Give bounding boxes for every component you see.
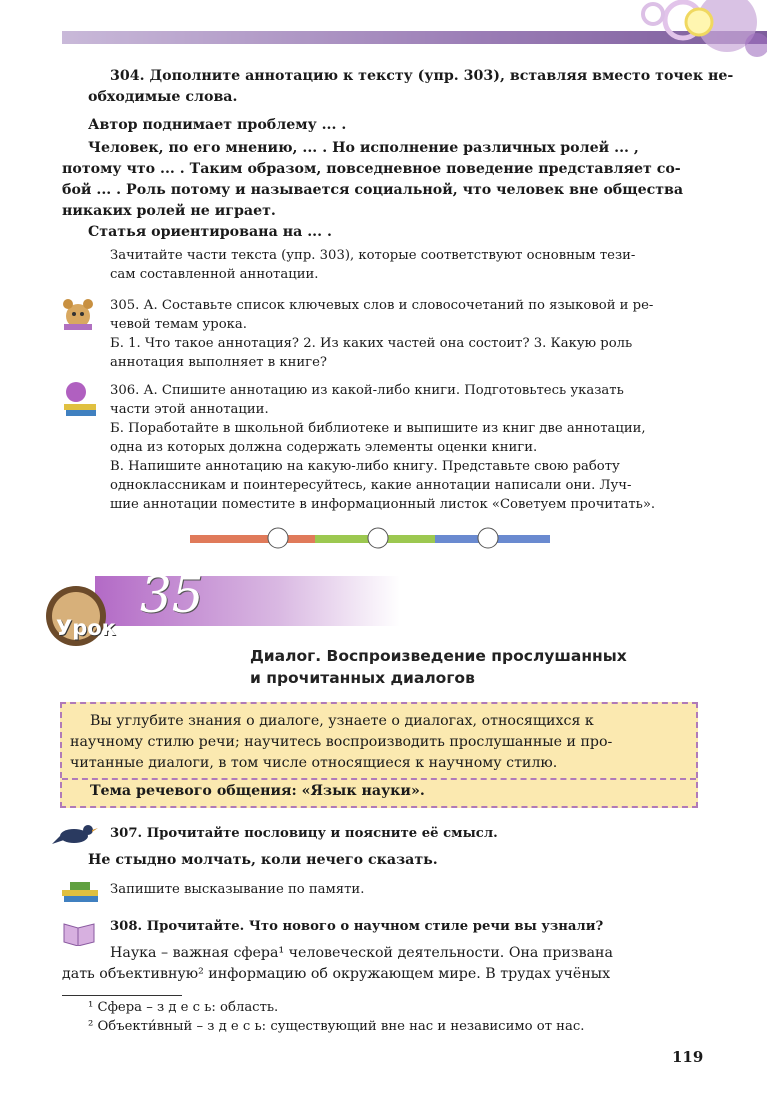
ex308-text-1: Наука – важная сфера¹ человеческой деятельности. Она призвана <box>110 945 613 961</box>
ex304-annotation-5: никаких ролей не играет. <box>62 203 276 219</box>
decorative-circles <box>587 0 767 60</box>
ex304-task-1: Зачитайте части текста (упр. 303), которые соответствуют основным тези- <box>110 248 636 263</box>
ex306-line7: шие аннотации поместите в информационный листок «Советуем прочитать». <box>110 497 656 512</box>
teddy-bear-icon <box>58 294 98 334</box>
ex304-annotation-6: Статья ориентирована на ... . <box>88 224 332 240</box>
ex306-line3: Б. Поработайте в школьной библиотеке и выпишите из книг две аннотации, <box>110 421 646 436</box>
ex304-line1: 304. Дополните аннотацию к тексту (упр. 303), вставляя вместо точек не- <box>110 68 734 84</box>
books-yarn-icon <box>60 378 100 418</box>
ex305-line1: 305. А. Составьте список ключевых слов и словосочетаний по языковой и ре- <box>110 298 654 313</box>
ex304-annotation-1: Автор поднимает проблему ... . <box>88 117 347 133</box>
ex306-line6: одноклассникам и поинтересуйтесь, какие аннотации написали они. Луч- <box>110 478 632 493</box>
goals-line3: читанные диалоги, в том числе относящиеся к научному стилю. <box>70 755 558 771</box>
lesson-number: 35 <box>140 566 204 624</box>
ex304-annotation-2: Человек, по его мнению, ... . Но исполнение различных ролей ... , <box>88 140 639 156</box>
ex305-line4: аннотация выполняет в книге? <box>110 355 327 370</box>
speech-theme: Тема речевого общения: «Язык науки». <box>90 783 425 799</box>
ex306-line4: одна из которых должна содержать элементы оценки книги. <box>110 440 538 455</box>
ex306-line2: части этой аннотации. <box>110 402 269 417</box>
proverb: Не стыдно молчать, коли нечего сказать. <box>88 852 438 868</box>
ex307-line1: 307. Прочитайте пословицу и поясните её смысл. <box>110 826 498 841</box>
ex308-line1: 308. Прочитайте. Что нового о научном стиле речи вы узнали? <box>110 919 604 934</box>
ex307-task: Запишите высказывание по памяти. <box>110 882 365 897</box>
footnote-1: ¹ Сфера – з д е с ь: область. <box>88 1000 279 1015</box>
open-book-icon <box>62 920 96 946</box>
write-books-icon <box>60 876 100 904</box>
lesson-title-line2: и прочитанных диалогов <box>250 669 475 687</box>
footnote-2: ² Объекти́вный – з д е с ь: существующий вне нас и независимо от нас. <box>88 1019 585 1034</box>
ex305-line3: Б. 1. Что такое аннотация? 2. Из каких частей она состоит? 3. Какую роль <box>110 336 633 351</box>
ex304-task-2: сам составленной аннотации. <box>110 267 319 282</box>
ex304-line2: обходимые слова. <box>88 89 238 105</box>
goals-line1: Вы углубите знания о диалоге, узнаете о диалогах, относящихся к <box>90 713 594 729</box>
ex308-text-2: дать объективную² информацию об окружающем мире. В трудах учёных <box>62 966 611 982</box>
lesson-word: Урок <box>56 616 116 640</box>
bird-icon <box>52 818 98 852</box>
section-divider <box>190 527 550 549</box>
ex306-line1: 306. А. Спишите аннотацию из какой-либо книги. Подготовьтесь указать <box>110 383 624 398</box>
goals-divider <box>62 778 696 780</box>
footnote-separator <box>62 995 182 996</box>
ex304-annotation-4: бой ... . Роль потому и называется социальной, что человек вне общества <box>62 182 684 198</box>
ex305-line2: чевой темам урока. <box>110 317 247 332</box>
page-number: 119 <box>672 1048 704 1066</box>
ex304-annotation-3: потому что ... . Таким образом, повседневное поведение представляет со- <box>62 161 681 177</box>
ex306-line5: В. Напишите аннотацию на какую-либо книгу. Представьте свою работу <box>110 459 620 474</box>
lesson-title-line1: Диалог. Воспроизведение прослушанных <box>250 647 627 665</box>
lesson-title <box>250 645 627 689</box>
goals-line2: научному стилю речи; научитесь воспроизводить прослушанные и про- <box>70 734 613 750</box>
